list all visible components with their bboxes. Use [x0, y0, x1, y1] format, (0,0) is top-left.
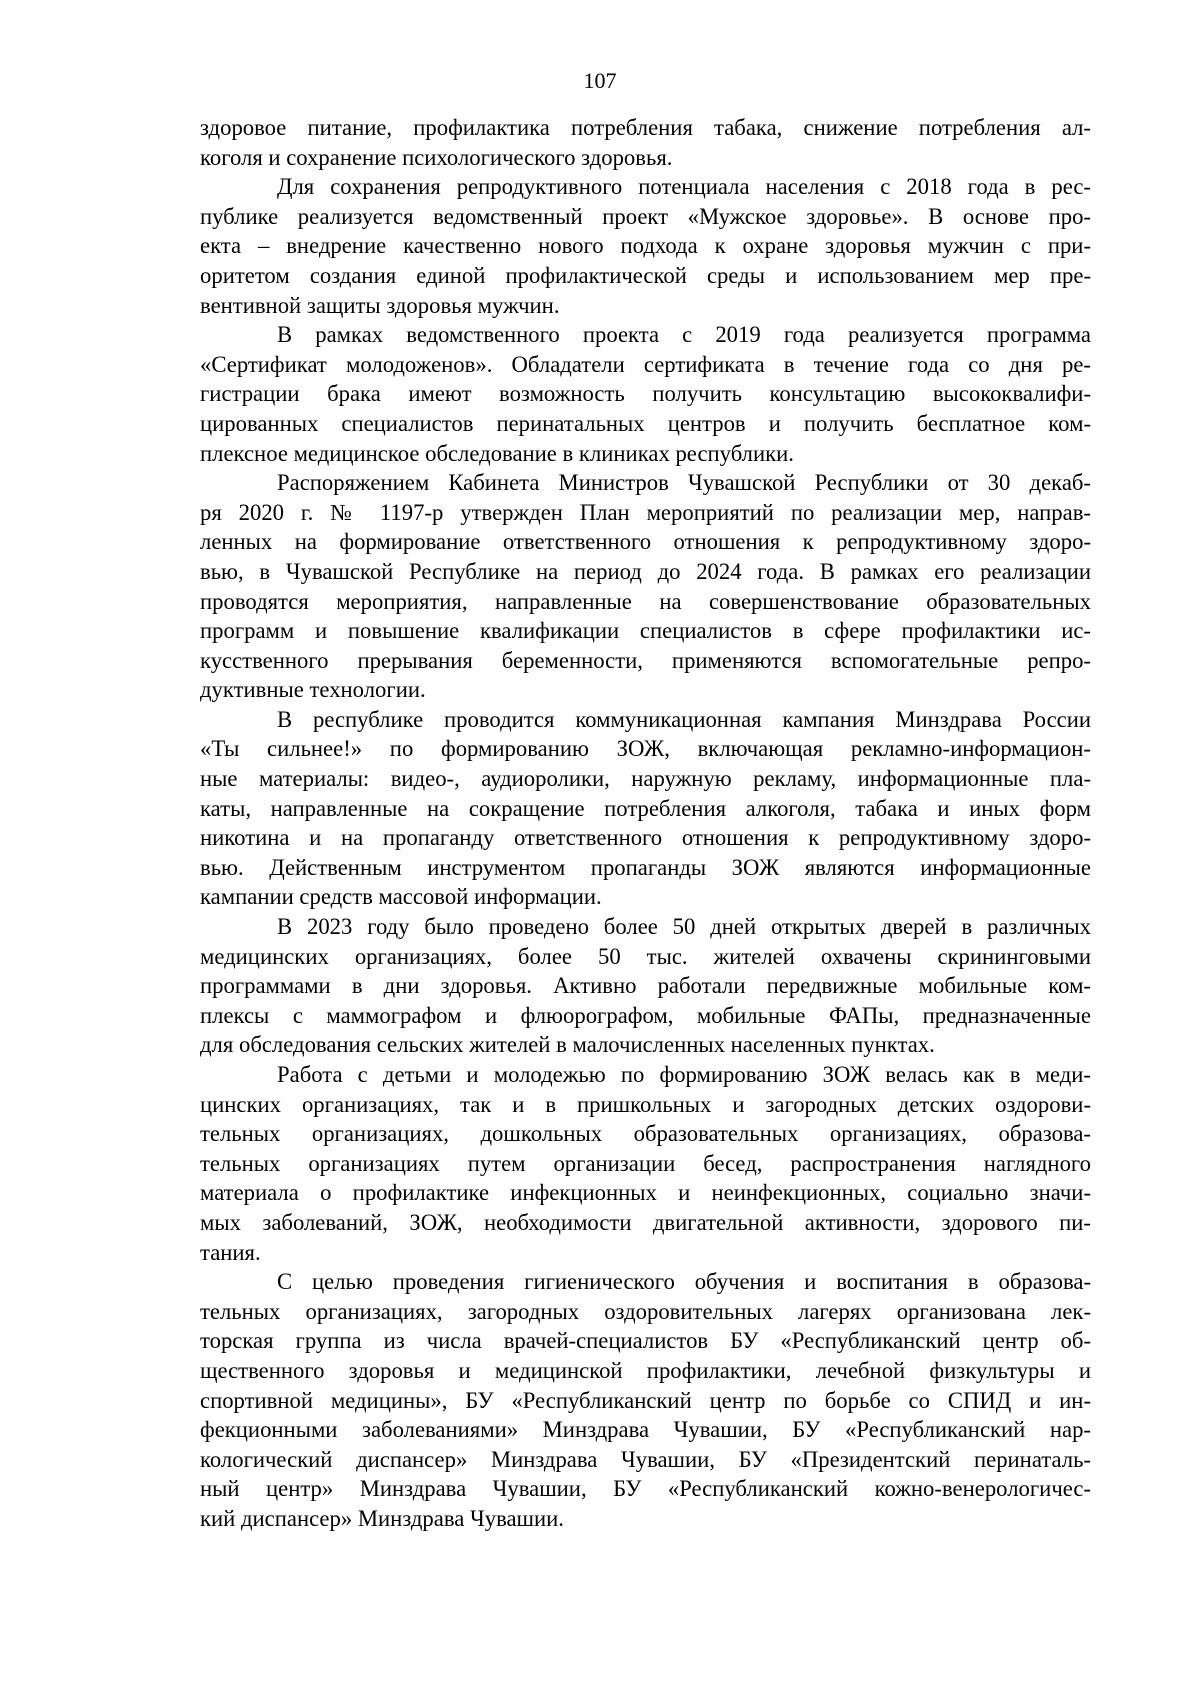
paragraph: [200, 320, 1091, 468]
text-line: спортивной медицины», БУ «Республиканский центр по борьбе со СПИД и ин-: [200, 1387, 1091, 1413]
paragraph: [200, 705, 1091, 912]
text-line: тания.: [200, 1239, 261, 1265]
paragraph: [200, 172, 1091, 320]
text-line: здоровое питание, профилактика потребления табака, снижение потребления ал-: [200, 115, 1091, 140]
text-line: ные материалы: видео-, аудиоролики, наружную рекламу, информационные пла-: [200, 766, 1091, 792]
text-line: В республике проводится коммуникационная кампания Минздрава России: [277, 706, 1091, 732]
paragraph: [200, 468, 1091, 705]
text-line: ный центр» Минздрава Чувашии, БУ «Республиканский кожно-венерологичес-: [200, 1476, 1091, 1502]
paragraph: [200, 1267, 1091, 1533]
text-line: ленных на формирование ответственного отношения к репродуктивному здоро-: [200, 529, 1091, 555]
text-line: оритетом создания единой профилактической среды и использованием мер пре-: [200, 262, 1091, 288]
text-line: медицинских организациях, более 50 тыс. жителей охвачены скрининговыми: [200, 943, 1091, 969]
text-line: Работа с детьми и молодежью по формированию ЗОЖ велась как в меди-: [277, 1062, 1091, 1087]
text-line: «Сертификат молодоженов». Обладатели сертификата в течение года со дня ре-: [200, 351, 1091, 377]
text-line: екта – внедрение качественно нового подхода к охране здоровья мужчин с при-: [200, 233, 1091, 259]
text-line: дуктивные технологии.: [200, 677, 426, 703]
text-line: плексное медицинское обследование в клиниках республики.: [200, 440, 794, 466]
page-number: 107: [583, 68, 617, 93]
text-line: Для сохранения репродуктивного потенциала населения с 2018 года в рес-: [277, 174, 1091, 200]
text-line: программами в дни здоровья. Активно работали передвижные мобильные ком-: [200, 973, 1091, 999]
text-line: цинских организациях, так и в пришкольных и загородных детских оздорови-: [200, 1091, 1091, 1117]
text-line: никотина и на пропаганду ответственного отношения к репродуктивному здоро-: [200, 825, 1091, 851]
text-line: «Ты сильнее!» по формированию ЗОЖ, включающая рекламно-информацион-: [200, 736, 1091, 762]
text-line: цированных специалистов перинатальных центров и получить бесплатное ком-: [200, 410, 1091, 436]
text-line: тельных организациях, загородных оздоровительных лагерях организована лек-: [200, 1298, 1091, 1324]
text-line: В 2023 году было проведено более 50 дней открытых дверей в различных: [277, 914, 1091, 940]
text-line: кологический диспансер» Минздрава Чувашии, БУ «Президентский перинаталь-: [200, 1446, 1091, 1472]
text-line: кампании средств массовой информации.: [200, 884, 602, 910]
text-line: тельных организациях путем организации бесед, распространения наглядного: [200, 1150, 1091, 1176]
text-line: мых заболеваний, ЗОЖ, необходимости двигательной активности, здорового пи-: [200, 1209, 1091, 1235]
text-line: торская группа из числа врачей-специалистов БУ «Республиканский центр об-: [200, 1328, 1091, 1354]
text-line: коголя и сохранение психологического здоровья.: [200, 144, 673, 170]
paragraph: [200, 113, 1091, 172]
text-line: для обследования сельских жителей в малочисленных населенных пунктах.: [200, 1032, 935, 1058]
text-line: программ и повышение квалификации специалистов в сфере профилактики ис-: [200, 618, 1091, 644]
text-line: каты, направленные на сокращение потребления алкоголя, табака и иных форм: [200, 795, 1091, 821]
text-line: вью. Действенным инструментом пропаганды ЗОЖ являются информационные: [200, 854, 1091, 880]
text-line: публике реализуется ведомственный проект «Мужское здоровье». В основе про-: [200, 203, 1091, 229]
paragraph: [200, 1060, 1091, 1267]
text-line: кий диспансер» Минздрава Чувашии.: [200, 1505, 564, 1531]
text-line: материала о профилактике инфекционных и неинфекционных, социально значи-: [200, 1180, 1091, 1206]
text-line: С целью проведения гигиенического обучения и воспитания в образова-: [277, 1269, 1091, 1295]
text-line: вью, в Чувашской Республике на период до 2024 года. В рамках его реализации: [200, 558, 1091, 584]
text-line: В рамках ведомственного проекта с 2019 года реализуется программа: [277, 322, 1091, 348]
body-text: [200, 113, 1091, 1534]
text-line: щественного здоровья и медицинской профилактики, лечебной физкультуры и: [200, 1357, 1091, 1383]
text-line: Распоряжением Кабинета Министров Чувашской Республики от 30 декаб-: [277, 470, 1091, 496]
text-line: кусственного прерывания беременности, применяются вспомогательные репро-: [200, 647, 1091, 673]
text-line: плексы с маммографом и флюорографом, мобильные ФАПы, предназначенные: [200, 1002, 1091, 1028]
text-line: фекционными заболеваниями» Минздрава Чувашии, БУ «Республиканский нар-: [200, 1417, 1091, 1443]
text-line: тельных организациях, дошкольных образовательных организациях, образова-: [200, 1121, 1091, 1147]
text-line: гистрации брака имеют возможность получить консультацию высококвалифи-: [200, 381, 1091, 407]
text-line: проводятся мероприятия, направленные на совершенствование образовательных: [200, 588, 1091, 614]
text-line: ря 2020 г. № 1197-р утвержден План мероприятий по реализации мер, направ-: [200, 499, 1091, 525]
text-line: вентивной защиты здоровья мужчин.: [200, 292, 560, 318]
paragraph: [200, 912, 1091, 1060]
